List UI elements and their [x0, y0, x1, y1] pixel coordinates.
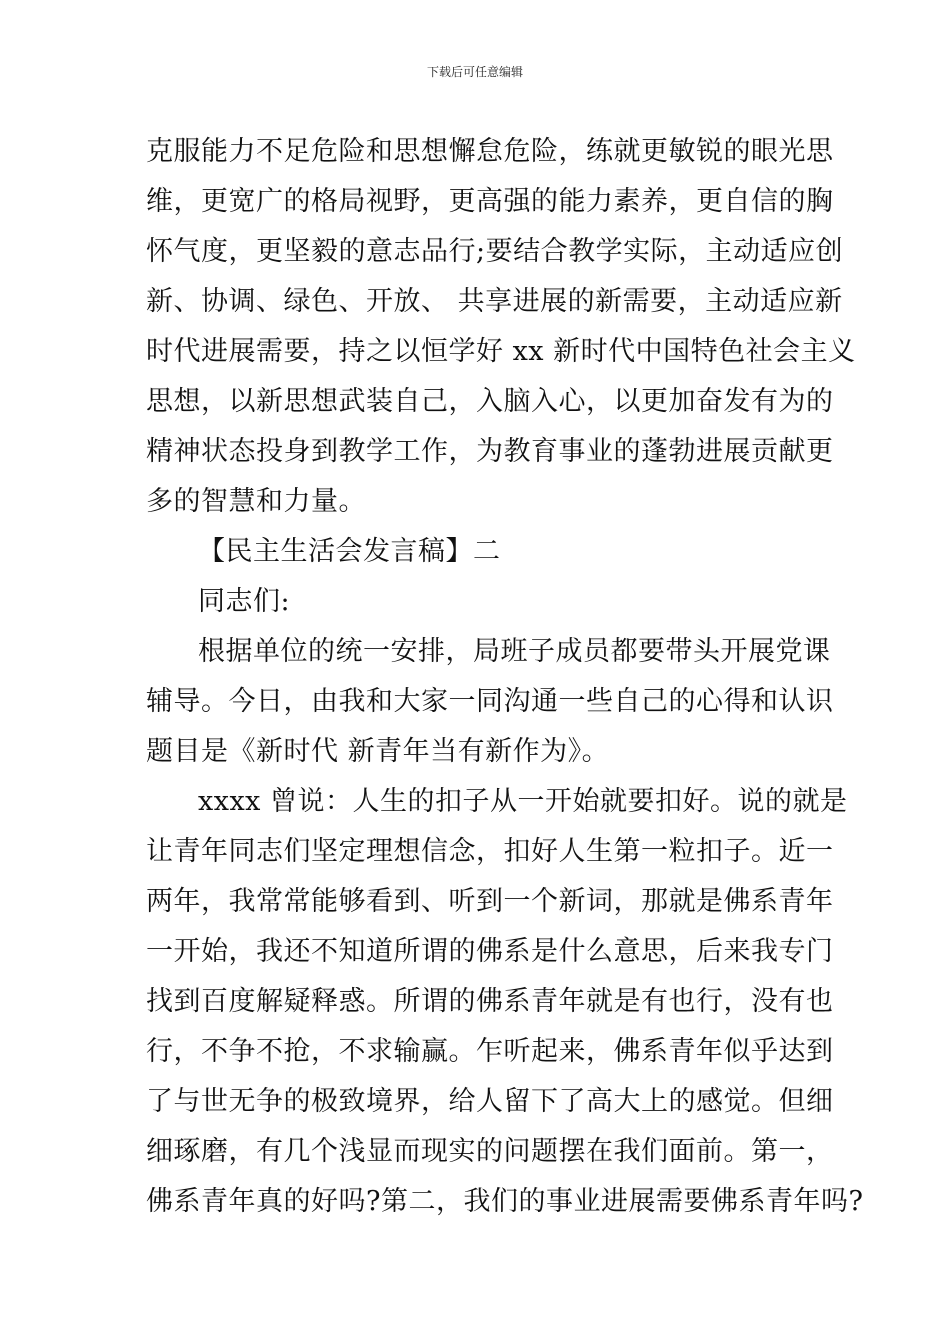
section-heading: 【民主生活会发言稿】二 [198, 536, 501, 567]
body-line-22: 佛系青年真的好吗?第二，我们的事业进展需要佛系青年吗? [146, 1186, 864, 1217]
body-line-5: 时代进展需要，持之以恒学好 xx 新时代中国特色社会主义 [146, 336, 856, 367]
body-line-11: 根据单位的统一安排，局班子成员都要带头开展党课 [198, 636, 831, 667]
body-line-13: 题目是《新时代 新青年当有新作为》。 [146, 736, 610, 767]
body-line-19: 行，不争不抢，不求输赢。乍听起来，佛系青年似乎达到 [146, 1036, 834, 1067]
page-header-note: 下载后可任意编辑 [426, 65, 523, 79]
body-line-12: 辅导。今日，由我和大家一同沟通一些自己的心得和认识 [146, 686, 834, 717]
body-line-1: 克服能力不足危险和思想懈怠危险，练就更敏锐的眼光思 [146, 136, 834, 167]
body-line-3: 怀气度，更坚毅的意志品行;要结合教学实际，主动适应创 [146, 236, 844, 267]
body-line-21: 细琢磨，有几个浅显而现实的问题摆在我们面前。第一， [146, 1136, 834, 1167]
body-line-2: 维，更宽广的格局视野，更高强的能力素养，更自信的胸 [146, 186, 834, 217]
body-line-18: 找到百度解疑释惑。所谓的佛系青年就是有也行，没有也 [146, 986, 834, 1017]
body-line-20: 了与世无争的极致境界，给人留下了高大上的感觉。但细 [146, 1086, 834, 1117]
body-line-6: 思想，以新思想武装自己，入脑入心，以更加奋发有为的 [146, 386, 834, 417]
body-line-4: 新、协调、绿色、开放、 共享进展的新需要，主动适应新 [146, 286, 843, 317]
body-line-16: 两年，我常常能够看到、听到一个新词，那就是佛系青年 [146, 886, 834, 917]
body-line-14: xxxx 曾说：人生的扣子从一开始就要扣好。说的就是 [198, 786, 848, 817]
body-line-7: 精神状态投身到教学工作，为教育事业的蓬勃进展贡献更 [146, 436, 834, 467]
body-line-8: 多的智慧和力量。 [146, 486, 366, 517]
salutation: 同志们: [198, 586, 291, 617]
body-line-15: 让青年同志们坚定理想信念，扣好人生第一粒扣子。近一 [146, 836, 834, 867]
body-line-17: 一开始，我还不知道所谓的佛系是什么意思，后来我专门 [146, 936, 834, 967]
